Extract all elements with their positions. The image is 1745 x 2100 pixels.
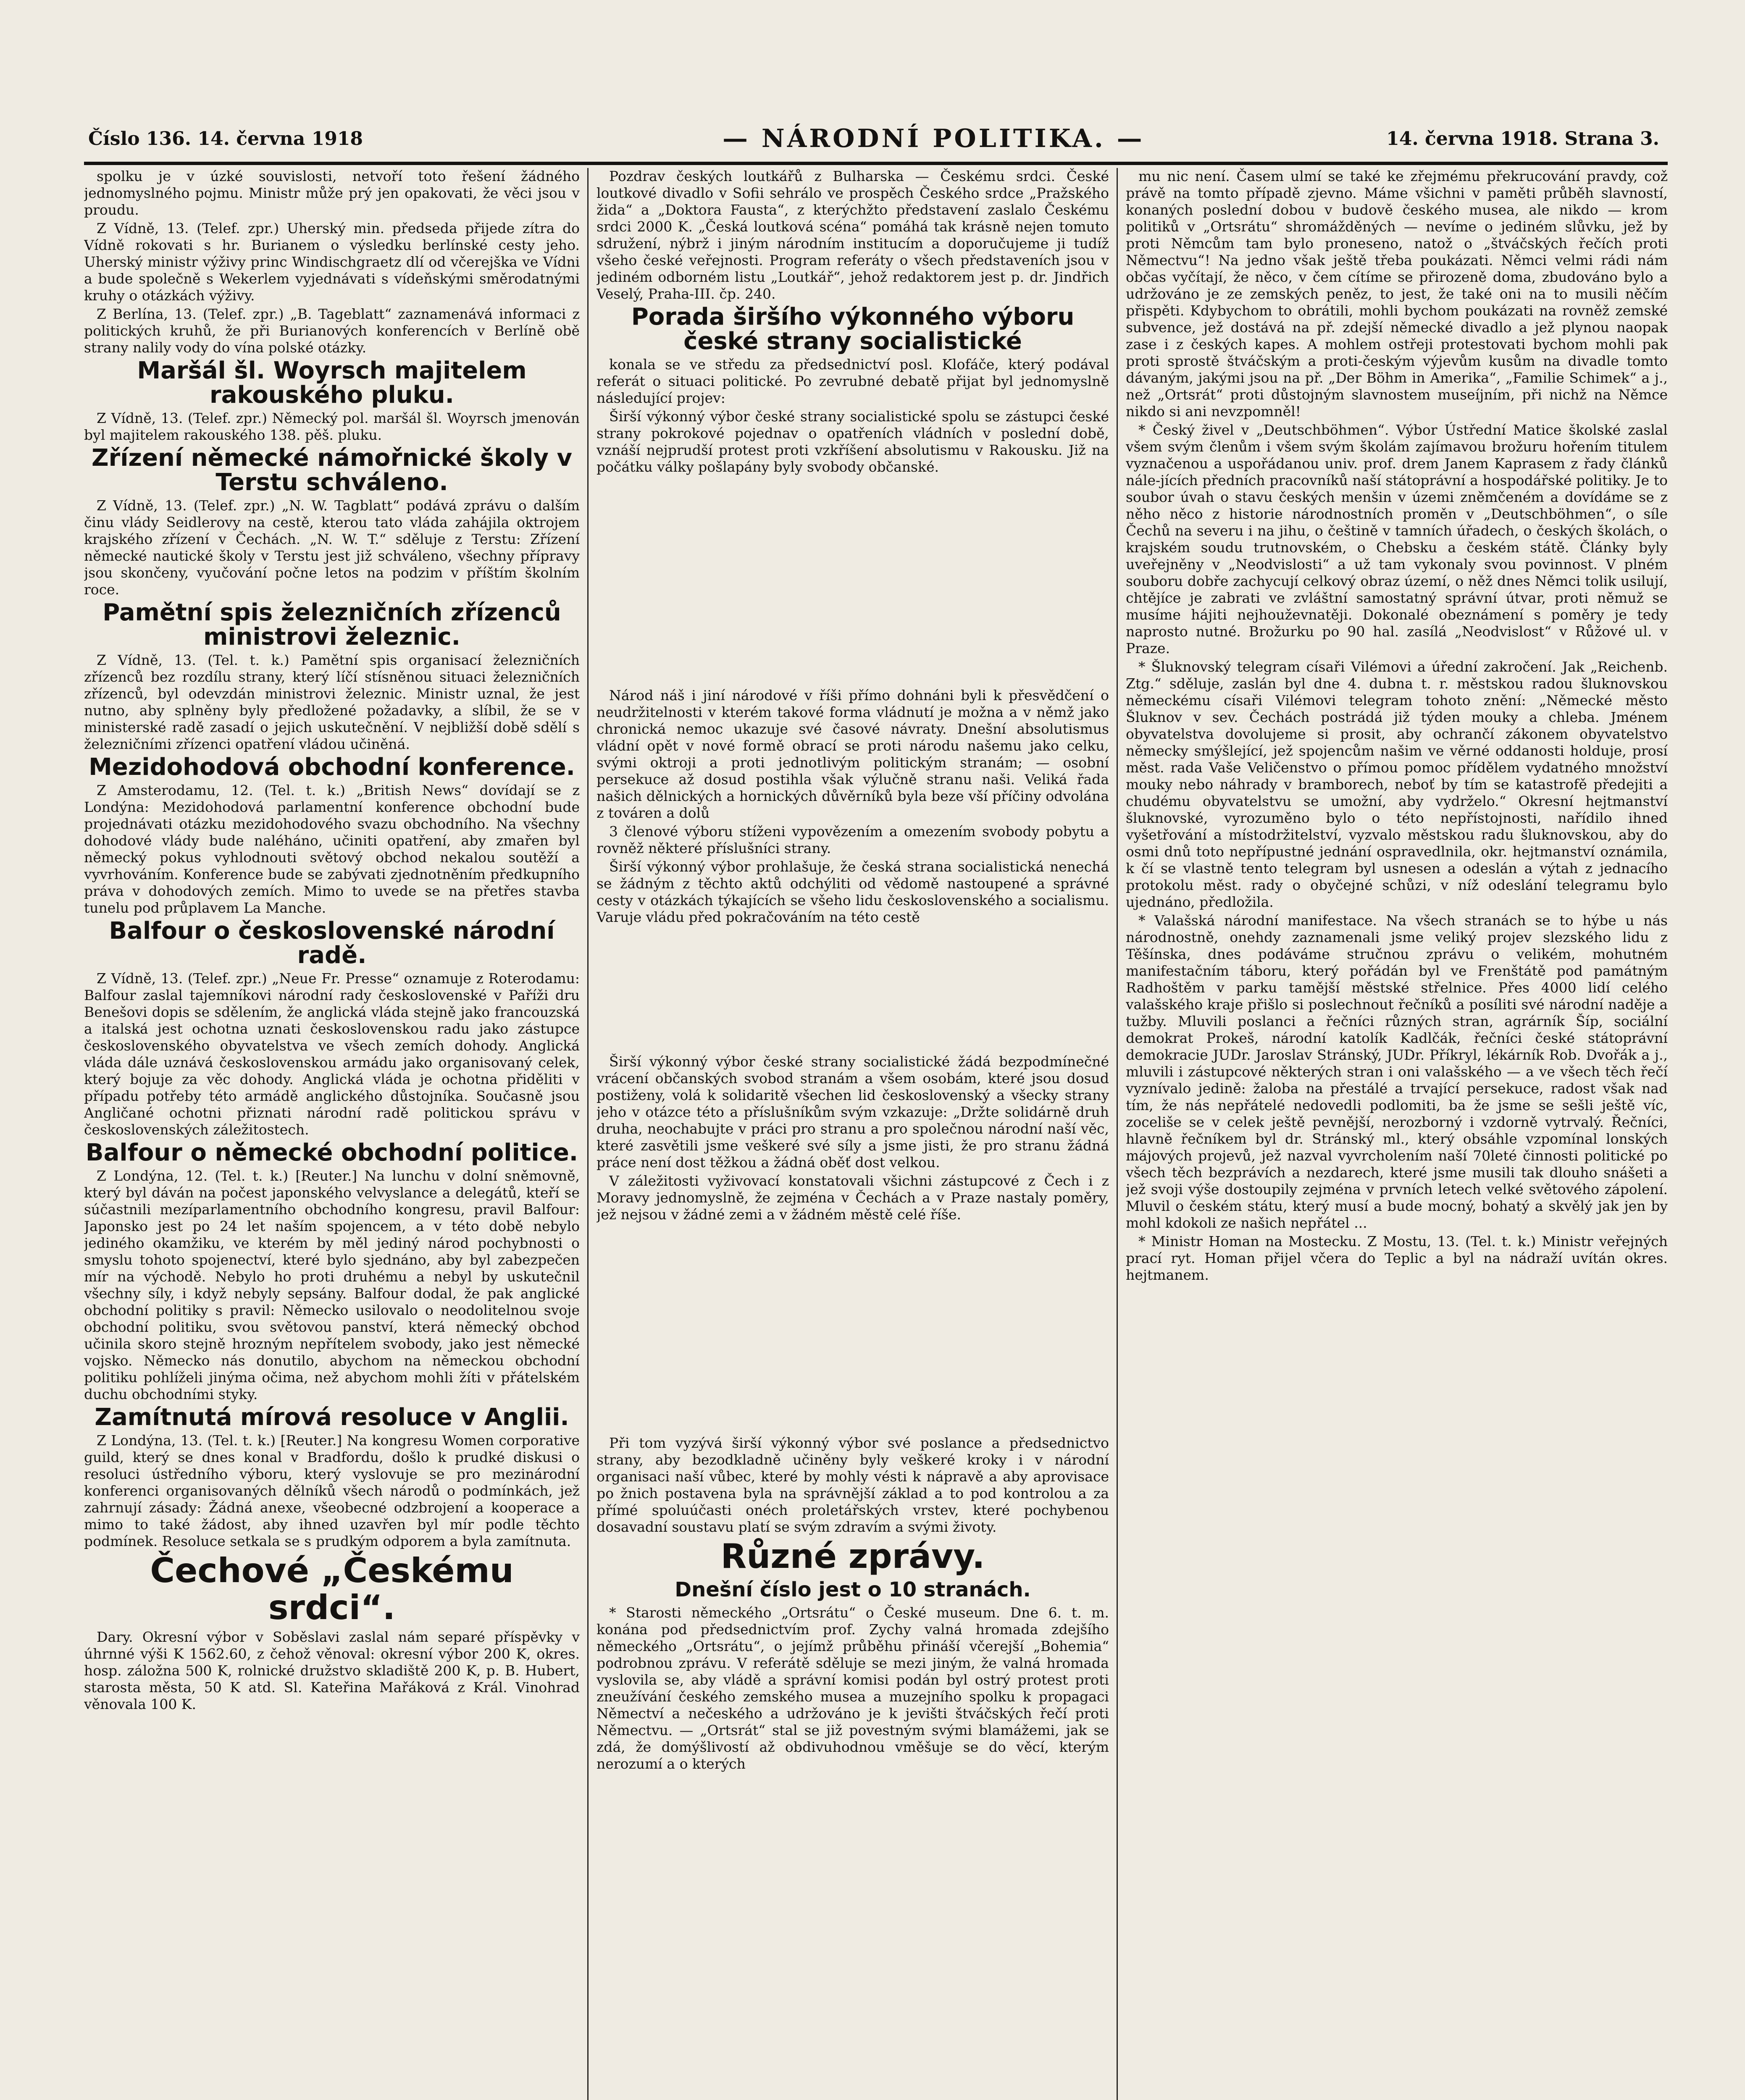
article-paragraph: Z Vídně, 13. (Telef. zpr.) Německý pol. maršál šl. Woyrsch jmenován byl majitelem rakouského 138. pěš. pluku. (84, 410, 580, 443)
article-paragraph: Z Vídně, 13. (Tel. t. k.) Pamětní spis organisací železničních zřízenců bez rozdílu strany, který líčí stísněnou situaci železničních zřízenců, byl odevzdán ministrovi železnic. Ministr uznal, že jest nutno, aby splněny byly předložené požadavky, a slíbil, že se v ministerské radě zasadí o jejich uskutečnění. V nejbližší době sdělí s železničními zřízenci opatření vládou učiněná. (84, 652, 580, 752)
article-paragraph: konala se ve středu za předsednictví posl. Klofáče, který podával referát o situaci politické. Po zevrubné debatě přijat byl jednomyslně následující projev: (597, 356, 1109, 406)
article-headline: Pamětní spis železničních zřízenců ministrovi železnic. (102, 599, 561, 651)
article-paragraph: Z Vídně, 13. (Telef. zpr.) „Neue Fr. Presse“ oznamuje z Roterodamu: Balfour zaslal tajemníkovi národní rady československé v Paříži dru Benešovi dopis se sdělením, že anglická vláda stejně jako francouzská a italská jest ochotna uznati československou radu jako zástupce československého obyvatelstva ve všech zemích dohody. Anglická vláda dále uznává československou armádu jako organisovaný celek, který bojuje za věc dohody. Anglická vláda je ochotna přiděliti v případu potřeby této armádě anglického důstojníka. Současně jsou Angličané ochotni přiznati národní radě politickou správu v československých záležitostech. (84, 970, 580, 1138)
article-paragraph: Z Vídně, 13. (Telef. zpr.) Uherský min. předseda přijede zítra do Vídně rokovati s hr. Burianem o výsledku berlínské cesty jeho. Uherský ministr výživy princ Windischgraetz dlí od včerejška ve Vídni a bude společně s Wekerlem vyjednávati s vídeňskými směrodatnými kruhy o otázkách výživy. (84, 220, 580, 304)
article-headline: Zřízení německé námořnické školy v Terstu schváleno. (92, 444, 572, 496)
article-headline: Balfour o československé národní radě. (109, 917, 555, 969)
column-divider (1117, 168, 1118, 2100)
column-space (597, 477, 1109, 687)
page-number: 14. června 1918. Strana 3. (1386, 128, 1659, 150)
article-headline: Balfour o německé obchodní politice. (85, 1139, 578, 1166)
article-paragraph: spolku je v úzké souvislosti, netvoří toto řešení žádného jednomyslného pojmu. Ministr může prý jen opakovati, že věci jsou v proudu. (84, 168, 580, 218)
article-paragraph: Širší výkonný výbor české strany socialistické spolu se zástupci české strany pokrokové pojednav o opatřeních vládních v poslední době, vznáší nejprudší protest proti vzkříšení absolutismu v Rakousku. Již na počátku války pošlapány byly svobody občanské. (597, 408, 1109, 475)
header-rule (84, 162, 1668, 165)
article-headline: Porada širšího výkonného výboru české strany socialistické (631, 303, 1075, 355)
masthead: — NÁRODNÍ POLITIKA. — (723, 124, 1145, 153)
article-headline: Různé zprávy. (720, 1537, 985, 1576)
article-headline: Čechové „Českému srdci“. (150, 1551, 514, 1627)
column-3 (1126, 168, 1668, 2100)
article-paragraph: Z Berlína, 13. (Telef. zpr.) „B. Tageblatt“ zaznamenává informaci z politických kruhů, že při Burianových konferencích v Berlíně obě strany nalily vody do vína polské otázky. (84, 306, 580, 356)
article-paragraph: Z Vídně, 13. (Telef. zpr.) „N. W. Tagblatt“ podává zprávu o dalším činu vlády Seidlerovy na cestě, kterou tato vláda zahájila oktrojem krajského zřízení v Čechách. „N. W. T.“ sděluje z Terstu: Zřízení německé nautické školy v Terstu jest již schváleno, všechny přípravy jsou skončeny, vyučování počne letos na podzim v příštím školním roce. (84, 497, 580, 598)
article-paragraph: * Šluknovský telegram císaři Vilémovi a úřední zakročení. Jak „Reichenb. Ztg.“ sděluje, zaslán byl dne 4. dubna t. r. městskou radou šluknovskou německému císaři Vilémovi telegram tohoto znění: „Německé město Šluknov v sev. Čechách postrádá již týden mouky a chleba. Jménem obyvatelstva dovolujeme si prosit, aby ochrančí zákonem obyvatelstvo německy smýšlející, jež spojencům našim ve věrné oddanosti holduje, prosí měst. rada Vaše Veličenstvo o přímou pomoc přídělem vydatného množství mouky nebo náhrady v bramborech, neboť by tím se katastrofě předejiti a chudému obyvatelstvu se umožní, aby vydrželo.“ Okresní hejtmanství šluknovské, vyrozuměno bylo o této nepřístojnosti, nařídilo ihned vyšetřování a místodržitelství, vyzvalo městskou radu šluknovskou, aby do osmi dnů toto nepřípustné jednání ospravedlnila, okr. hejtmanství oznámila, k čí se vlastně tento telegram byl usnesen a odeslán a výtah z jednacího protokolu měst. rady o obyčejné schůzi, v níž odeslání telegramu bylo ujednáno, předložila. (1126, 659, 1668, 910)
article-paragraph: Z Amsterodamu, 12. (Tel. t. k.) „British News“ dovídají se z Londýna: Mezidohodová parlamentní konference obchodní bude projednávati otázku mezidohodového svazu obchodního. Na všechny dohodové vlády bude naléháno, učiniti opatření, aby zmařen byl německý pokus vyhlodnouti světový obchod nekalou soutěží a vyvrhováním. Konference bude se zabývati zjednotněním předkupního práva v dohodových zemích. Mimo to uvede se na přetřes stavba tunelu pod průplavem La Manche. (84, 782, 580, 916)
issue-date: Číslo 136. 14. června 1918 (88, 128, 363, 150)
column-1 (84, 168, 580, 2100)
article-paragraph: Pozdrav českých loutkářů z Bulharska — Českému srdci. České loutkové divadlo v Sofii sehrálo ve prospěch Českého srdce „Pražského žida“ a „Doktora Fausta“, z kterýchžto představení zaslalo Českému srdci 2000 K. „Česká loutková scéna“ pomáhá tak krásně nejen tomuto sdružení, nýbrž i jiným národním institucím a doporučujeme ji tudíž všeho české veřejnosti. Program referáty o všech představeních jsou v jediném odborném listu „Loutkář“, jehož redaktorem jest p. dr. Jindřich Veselý, Praha-III. čp. 240. (597, 168, 1109, 302)
article-paragraph: 3 členové výboru stíženi vypovězením a omezením svobody pobytu a rovněž některé příslušníci strany. (597, 823, 1109, 856)
article-paragraph: Při tom vyzývá širší výkonný výbor své poslance a předsednictvo strany, aby bezodkladně učiněny byly veškeré kroky i v národní organisaci naší vůbec, které by mohly vésti k nápravě a aby aprovisace po žnich postavena byla na správnější základ a to pod kontrolou a za přímé spoluúčasti onéch proletářských vrstev, které pochybenou dosavadní soustavu platí se svým zdravím a svými životy. (597, 1435, 1109, 1535)
column-divider (587, 168, 589, 2100)
article-paragraph: mu nic není. Časem ulmí se také ke zřejmému překrucování pravdy, což právě na tomto případě zjevno. Máme všichni v paměti průběh slavností, konaných poslední dobou v budově českého musea, ale nikdo — krom politiků v „Ortsrátu“ shromážděných — nevíme o jediném slůvku, jež by proti Němcům tam bylo proneseno, natož o „štváčských řečích proti Němectvu“! Na jedno však ještě třeba poukázati. Němci velmi rádi nám občas vyčítají, že něco, v čem cítíme se přirozeně doma, zbudováno bylo a udržováno je ze zemských peněz, to jest, že také oni na to musili něčím přispěti. Kdybychom to obrátili, mohli bychom poukázati na rovněž zemské subvence, jež dostává na př. zdejší německé divadlo a jež plynou naopak zase i z českých kapes. A mohlem ostřeji protestovati bychom mohli pak proti sprostě štváčským a proti-českým výjevům kusům na divadle tomto dávaným, jakými jsou na př. „Der Böhm in Amerika“, „Familie Schimek“ a j., než „Ortsrát“ proti důstojným slavnostem museíjním, při nichž na Němce nikdo si ani nevzpomněl! (1126, 168, 1668, 420)
page-header (84, 120, 1668, 160)
article-paragraph: V záležitosti vyživovací konstatovali všichni zástupcové z Čech i z Moravy jednomyslně, že zejména v Čechách a v Praze nastaly poměry, jež nejsou v žádné zemi a v žádném městě celé říše. (597, 1173, 1109, 1223)
article-headline: Maršál šl. Woyrsch majitelem rakouského pluku. (137, 357, 527, 409)
article-paragraph: * Starosti německého „Ortsrátu“ o České museum. Dne 6. t. m. konána pod předsednictvím prof. Zychy valná hromada zdejšího německého „Ortsrátu“, o jejímž průběhu přináší včerejší „Bohemia“ podrobnou zprávu. V referátě sděluje se mezi jiným, že valná hromada vyslovila se, aby vládě a správní komisi podán byl ostrý protest proti zneužívání českého zemského musea a muzejního spolku k propagaci Němectví a nečeského a udržováno je k jevišti štváčských řečí proti Němectvu. — „Ortsrát“ stal se již povestným svými blamážemi, jak se zdá, že domýšlivostí až obdivuhodnou vměšuje se do věcí, kterým nerozumí a o kterých (597, 1604, 1109, 1772)
article-paragraph: Širší výkonný výbor prohlašuje, že česká strana socialistická nenechá se žádným z těchto aktů odchýliti od vědomě nastoupené a správné cesty v otázkách týkajících se všeho lidu československého a socialismu. Varuje vládu před pokračováním na této cestě (597, 858, 1109, 925)
article-paragraph: Národ náš i jiní národové v říši přímo dohnáni byli k přesvědčení o neudržitelnosti v kterém takové forma vládnutí je možna a v němž jako chronická nemoc ukazuje své časové návraty. Dnešní absolutismus vládní opět v nové formě obrací se proti národu našemu jako celku, svými oktroji a proti jednotlivým politickým stranám; — osobní persekuce až dosud postihla však výlučně stranu naši. Veliká řada našich dělnických a hornických důvěrníků byla beze vší příčiny odvolána z továren a dolů (597, 687, 1109, 821)
article-headline: Mezidohodová obchodní konference. (89, 753, 575, 781)
article-paragraph: Z Londýna, 12. (Tel. t. k.) [Reuter.] Na lunchu v dolní sněmovně, který byl dáván na počest japonského velvyslance a delegátů, kteří se súčastnili mezíparlamentního obchodního kongresu, pravil Balfour: Japonsko jest po 24 let naším spojencem, a v této době nebylo jediného okamžiku, ve kterém by měl jediný národ pochybnosti o smyslu tohoto spojenectví, které bylo sjednáno, aby byl zabezpečen mír na východě. Nebylo ho proti druhému a nebyl by uskutečnil všechny síly, i když nebyly sepsány. Balfour dodal, že pak anglické obchodní politiky s pravil: Německo usilovalo o neodolitelnou svoje obchodní politiku, svou světovou panství, která německý obchod učinila skoro stejně hrozným nepřítelem svobody, jako jest německé vojsko. Německo nás donutilo, abychom na německou obchodní politiku pohlíželi jinýma očima, než abychom mohli žíti v přátelském duchu obchodními styky. (84, 1168, 580, 1402)
column-space (597, 927, 1109, 1053)
article-paragraph: Dary. Okresní výbor v Soběslavi zaslal nám separé příspěvky v úhrnné výši K 1562.60, z čehož věnoval: okresní výbor 200 K, okres. hosp. záložna 500 K, rolnické družstvo skladiště 200 K, p. B. Hubert, starosta města, 50 K atd. Sl. Kateřina Mařáková z Král. Vinohrad věnovala 100 K. (84, 1629, 580, 1712)
column-space (597, 1225, 1109, 1435)
article-paragraph: * Ministr Homan na Mostecku. Z Mostu, 13. (Tel. t. k.) Ministr veřejných prací ryt. Homan přijel včera do Teplic a byl na nádraží uvítán okres. hejtmanem. (1126, 1233, 1668, 1283)
article-paragraph: Z Londýna, 13. (Tel. t. k.) [Reuter.] Na kongresu Women corporative guild, který se dnes konal v Bradfordu, došlo k prudké diskusi o resoluci ústředního výboru, který vyslovuje se pro mezinárodní konferenci organisovaných dělníků všech národů o podmínkách, jež zahrnují zásady: Žádná anexe, všeobecné odzbrojení a kooperace a mimo to také žádost, aby ihned uzavřen byl mír podle těchto podmínek. Resoluce setkala se s prudkým odporem a byla zamítnuta. (84, 1432, 580, 1549)
article-headline: Zamítnutá mírová resoluce v Anglii. (95, 1404, 569, 1431)
article-headline: Dnešní číslo jest o 10 stranách. (675, 1578, 1031, 1601)
article-paragraph: * Valašská národní manifestace. Na všech stranách se to hýbe u nás národnostně, onehdy zaznamenali jsme veliký projev slezského lidu z Těšínska, dnes podáváme stručnou zprávu o velikém, mohutném manifestačním táboru, který pořádán byl ve Frenštátě pod památným Radhoštěm v parku tamější městské střelnice. Přes 4000 lidí celého valašského kraje přišlo si poslechnout řečníků a posíliti své národní naděje a tužby. Mluvili poslanci a řečníci různých stran, agrárník Šíp, sociální demokrat Prokeš, národní katolík Kadlčák, řečníci české státoprávní demokracie JUDr. Jaroslav Stránský, JUDr. Příkryl, lékárník Rob. Dvořák a j., mluvili i zástupcové některých stran i oni valašského — a ve všech těch řečí vyznívalo jedině: žaloba na přestálé a trvající persekuce, radost však nad tím, že nás nepřátelé nedovedli podlomiti, ba že jsme se sešli ještě víc, zoceliše se v celek ještě pevnější, nerozborný i vzdorně vytrvalý. Řečníci, hlavně řečníkem byl dr. Stránský ml., který obsáhle vzpomínal lonských májových projevů, jež nazval vyvrcholením naší 70leté činnosti politické po všech těch bezprávích a nezdarech, které jsme musili tak dlouho snášeti a jež svoji výše dostoupily zejména v prvních letech velké světového zápolení. Mluvil o českém státu, který musí a bude mocný, bohatý a skvělý jak jen by mohl kdokoli ze našich nepřátel ... (1126, 912, 1668, 1231)
article-paragraph: * Český živel v „Deutschböhmen“. Výbor Ústřední Matice školské zaslal všem svým členům i všem svým školám zajímavou brožuru hořením titulem vyznačenou a uspořádanou univ. prof. drem Janem Kaprasem z řady článků nále-jících předních pracovníků naší státoprávní a hospodářské politiky. Je to soubor úvah o stavu českých menšin v územi zněmčeném a dovídáme se z něho něco z historie národnostních proměn v „Deutschböhmen“, o síle Čechů na severu i na jihu, o češtině v tamních úřadech, o českých školách, o krajském soudu trutnovském, o Chebsku a českém státě. Články byly uveřejněny v „Neodvislosti“ a už tam vykonaly svou povinnost. V plném souboru dobře zachycují celkový obraz území, o něž dnes Němci tolik usilují, chtějíce je zabrati ve zvláštní samostatný správní útvar, proti němuž se musíme hájiti nejhouževnatěji. Dokonalé obeznámení s poměry je tedy naprosto nutné. Brožurku po 90 hal. zasílá „Neodvislost“ v Růžové ul. v Praze. (1126, 422, 1668, 656)
article-paragraph: Širší výkonný výbor české strany socialistické žádá bezpodmínečné vrácení občanských svobod stranám a všem osobám, které jsou dosud postiženy, volá k solidaritě všechen lid československý a všecky strany jeho v otázce této a příslušníkům svým vzkazuje: „Držte solidárně druh druha, neochabujte v práci pro stranu a pro společnou národní naší věc, které zasvětili jsme veškeré své síly a jsme jisti, že pro stranu žádná práce není dost těžkou a žádná oběť dost velkou. (597, 1053, 1109, 1171)
column-2 (597, 168, 1109, 2100)
